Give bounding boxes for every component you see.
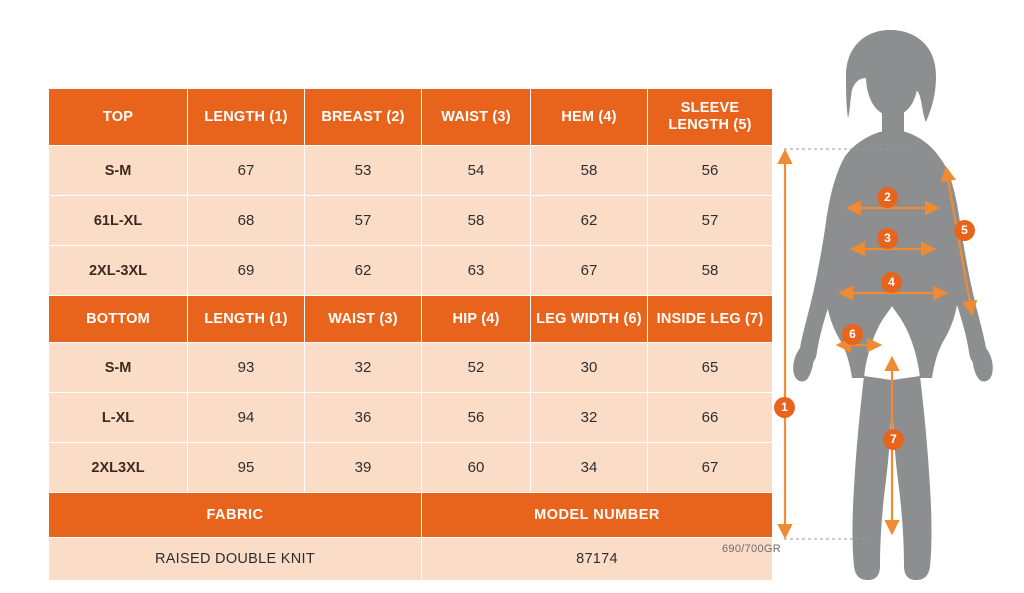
table-row	[49, 393, 773, 443]
cell-top-hem: 67	[531, 246, 648, 296]
cell-bottom-waist: 36	[305, 393, 422, 443]
row-label-bottom-l-xl: L-XL	[49, 393, 188, 443]
female-silhouette-diagram	[760, 18, 1024, 593]
cell-top-breast: 57	[305, 196, 422, 246]
header-top-hem: HEM (4)	[531, 89, 648, 146]
cell-top-waist: 63	[422, 246, 531, 296]
badge-3: 3	[877, 228, 898, 249]
table-footer-value-row	[49, 538, 773, 581]
cell-bottom-waist: 39	[305, 443, 422, 493]
cell-bottom-inside-leg: 67	[648, 443, 773, 493]
cell-bottom-leg-width: 34	[531, 443, 648, 493]
header-top-waist: WAIST (3)	[422, 89, 531, 146]
header-top-length: LENGTH (1)	[188, 89, 305, 146]
measurement-figure	[760, 18, 1024, 593]
cell-top-sleeve: 56	[648, 146, 773, 196]
cell-bottom-length: 95	[188, 443, 305, 493]
cell-top-hem: 58	[531, 146, 648, 196]
cell-top-length: 67	[188, 146, 305, 196]
header-bottom-hip: HIP (4)	[422, 296, 531, 343]
header-bottom: BOTTOM	[49, 296, 188, 343]
badge-2: 2	[877, 187, 898, 208]
table-row	[49, 246, 773, 296]
header-top: TOP	[49, 89, 188, 146]
cell-bottom-leg-width: 32	[531, 393, 648, 443]
table-row	[49, 196, 773, 246]
cell-top-waist: 58	[422, 196, 531, 246]
cell-top-length: 69	[188, 246, 305, 296]
value-model-number: 87174	[422, 538, 773, 581]
badge-1: 1	[774, 397, 795, 418]
header-bottom-leg-width: LEG WIDTH (6)	[531, 296, 648, 343]
header-bottom-length: LENGTH (1)	[188, 296, 305, 343]
cell-bottom-waist: 32	[305, 343, 422, 393]
table-row	[49, 146, 773, 196]
cell-top-sleeve: 57	[648, 196, 773, 246]
fabric-weight-note: 690/700GR	[722, 543, 781, 555]
table-footer-header-row	[49, 493, 773, 538]
cell-top-breast: 53	[305, 146, 422, 196]
header-model-number: MODEL NUMBER	[422, 493, 773, 538]
cell-bottom-length: 93	[188, 343, 305, 393]
table-row	[49, 443, 773, 493]
badge-7: 7	[883, 429, 904, 450]
cell-bottom-leg-width: 30	[531, 343, 648, 393]
value-fabric: RAISED DOUBLE KNIT	[49, 538, 422, 581]
badge-6: 6	[842, 324, 863, 345]
table-row	[49, 343, 773, 393]
row-label-bottom-2xl3xl: 2XL3XL	[49, 443, 188, 493]
cell-bottom-length: 94	[188, 393, 305, 443]
cell-top-waist: 54	[422, 146, 531, 196]
cell-top-length: 68	[188, 196, 305, 246]
row-label-top-61l-xl: 61L-XL	[49, 196, 188, 246]
cell-top-sleeve: 58	[648, 246, 773, 296]
size-chart-table	[48, 88, 773, 581]
header-top-breast: BREAST (2)	[305, 89, 422, 146]
header-fabric: FABRIC	[49, 493, 422, 538]
header-bottom-waist: WAIST (3)	[305, 296, 422, 343]
cell-top-breast: 62	[305, 246, 422, 296]
cell-bottom-inside-leg: 65	[648, 343, 773, 393]
cell-top-hem: 62	[531, 196, 648, 246]
row-label-top-s-m: S-M	[49, 146, 188, 196]
cell-bottom-inside-leg: 66	[648, 393, 773, 443]
cell-bottom-hip: 60	[422, 443, 531, 493]
row-label-top-2xl-3xl: 2XL-3XL	[49, 246, 188, 296]
header-bottom-inside-leg: INSIDE LEG (7)	[648, 296, 773, 343]
badge-5: 5	[954, 220, 975, 241]
cell-bottom-hip: 52	[422, 343, 531, 393]
cell-bottom-hip: 56	[422, 393, 531, 443]
row-label-bottom-s-m: S-M	[49, 343, 188, 393]
table-header-row-top	[49, 89, 773, 146]
header-top-sleeve: SLEEVE LENGTH (5)	[648, 89, 773, 146]
badge-4: 4	[881, 272, 902, 293]
table-header-row-bottom	[49, 296, 773, 343]
